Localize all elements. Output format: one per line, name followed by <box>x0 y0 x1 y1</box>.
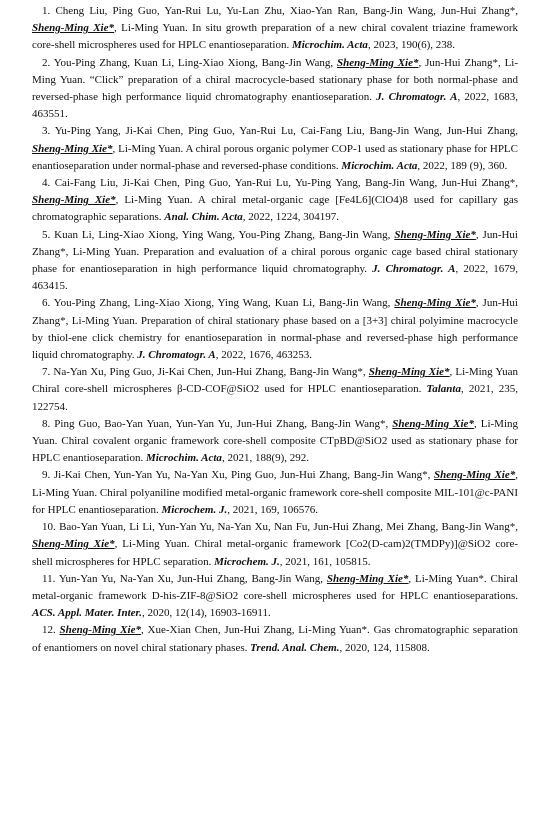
highlighted-author: Sheng-Ming Xie* <box>32 22 114 35</box>
reference-number: 8. <box>42 417 51 430</box>
reference-title: , Li-Ming Yuan*. Chiral metal-organic framework D-his-ZIF-8@SiO2 core-shell microspheres used for HPLC enantioseparations. <box>32 572 519 602</box>
reference-authors: Cai-Fang Liu, Ji-Kai Chen, Ping Guo, Yan-Rui Lu, Yu-Ping Yang, Bang-Jin Wang, Jun-Hui Zhang*, <box>54 177 518 190</box>
reference-authors: Kuan Li, Ling-Xiao Xiong, Ying Wang, You-Ping Zhang, Bang-Jin Wang, <box>54 228 395 241</box>
reference-details: , 2022, 189 (9), 360. <box>417 159 508 172</box>
reference-details: , 2021, 235, 122754. <box>32 383 519 413</box>
reference-number: 7. <box>42 366 51 379</box>
reference-item <box>32 364 518 416</box>
reference-authors: Yun-Yan Yu, Na-Yan Xu, Jun-Hui Zhang, Bang-Jin Wang, <box>58 572 327 585</box>
journal-name: J. Chromatogr. A <box>376 91 458 104</box>
reference-details: , 2023, 190(6), 238. <box>367 39 456 52</box>
journal-name: Microchim. Acta <box>291 39 368 52</box>
reference-title: , Li-Ming Yuan. A chiral porous organic polymer COP-1 used as stationary phase for HPLC enantioseparation under normal-phase and reversed-phase conditions. <box>32 142 518 172</box>
reference-title: , Jun-Hui Zhang*, Li-Ming Yuan. Preparation of chiral stationary phase based on a [3+3] chiral polyimine macrocycle by thiol-ene click chemistry for enantioseparation in normal-phase and reversed-phase high performance liquid chromatography. <box>32 297 518 362</box>
journal-name: Microchem. J. <box>161 503 228 516</box>
highlighted-author: Sheng-Ming Xie* <box>337 56 419 69</box>
reference-item <box>32 467 518 519</box>
reference-item <box>32 175 518 227</box>
reference-list <box>32 3 518 657</box>
highlighted-author: Sheng-Ming Xie* <box>32 194 116 207</box>
reference-number: 12. <box>42 624 56 637</box>
journal-name: Trend. Anal. Chem. <box>250 641 340 654</box>
reference-authors: You-Ping Zhang, Kuan Li, Ling-Xiao Xiong, Bang-Jin Wang, <box>53 56 338 69</box>
reference-authors: You-Ping Zhang, Ling-Xiao Xiong, Ying Wang, Kuan Li, Bang-Jin Wang, <box>53 297 395 310</box>
reference-number: 3. <box>42 125 51 138</box>
reference-details: , 2020, 12(14), 16903-16911. <box>141 607 271 620</box>
reference-details: , 2022, 1676, 463253. <box>215 349 312 362</box>
reference-title: , Xue-Xian Chen, Jun-Hui Zhang, Li-Ming Yuan*. Gas chromatographic separation of enantiomers on novel chiral stationary phases. <box>32 624 518 654</box>
reference-authors: Yu-Ping Yang, Ji-Kai Chen, Ping Guo, Yan-Rui Lu, Cai-Fang Liu, Bang-Jin Wang, Jun-Hui Zhang, <box>54 125 518 138</box>
reference-title: , Jun-Hui Zhang*, Li-Ming Yuan. Preparation and evaluation of a chiral porous organic cage based chiral stationary phase for enantioseparation in high performance liquid chromatography. <box>32 228 518 276</box>
reference-number: 6. <box>42 297 51 310</box>
reference-number: 1. <box>42 5 51 17</box>
journal-name: Microchim. Acta <box>341 159 418 172</box>
reference-details: , 2021, 188(9), 292. <box>221 452 310 465</box>
highlighted-author: Sheng-Ming Xie* <box>59 624 141 637</box>
highlighted-author: Sheng-Ming Xie* <box>326 572 409 585</box>
reference-details: , 2022, 1224, 304197. <box>242 211 339 224</box>
reference-details: , 2021, 169, 106576. <box>227 503 318 516</box>
reference-number: 2. <box>42 56 51 69</box>
highlighted-author: Sheng-Ming Xie* <box>368 366 450 379</box>
reference-item <box>32 622 518 656</box>
reference-authors: Ping Guo, Bao-Yan Yuan, Yun-Yan Yu, Jun-Hui Zhang, Bang-Jin Wang*, <box>54 417 393 430</box>
reference-item <box>32 571 518 623</box>
reference-title: , Li-Ming Yuan. Chiral polyaniline modified metal-organic framework core-shell composite MIL-101@c-PANI for HPLC enantioseparation. <box>32 469 518 516</box>
reference-item <box>32 519 518 571</box>
journal-name: Microchem. J. <box>214 555 280 568</box>
reference-details: , 2022, 1679, 463415. <box>32 263 518 293</box>
journal-name: Anal. Chim. Acta <box>164 211 243 224</box>
highlighted-author: Sheng-Ming Xie* <box>394 228 476 241</box>
reference-number: 5. <box>42 228 51 241</box>
reference-details: , 2020, 124, 115808. <box>339 641 430 654</box>
journal-name: J. Chromatogr. A <box>137 349 216 362</box>
reference-number: 9. <box>42 469 51 482</box>
reference-details: , 2021, 161, 105815. <box>279 555 371 568</box>
reference-number: 10. <box>42 521 56 534</box>
reference-item <box>32 55 518 124</box>
highlighted-author: Sheng-Ming Xie* <box>392 417 474 430</box>
reference-authors: Ji-Kai Chen, Yun-Yan Yu, Na-Yan Xu, Ping Guo, Jun-Hui Zhang, Bang-Jin Wang*, <box>53 469 434 482</box>
reference-title: , Li-Ming Yuan Chiral core-shell microspheres β-CD-COF@SiO2 used for HPLC enantioseparation. <box>32 366 519 396</box>
reference-authors: Bao-Yan Yuan, Li Li, Yun-Yan Yu, Na-Yan Xu, Nan Fu, Jun-Hui Zhang, Mei Zhang, Bang-Jin Wang*, <box>59 521 518 534</box>
highlighted-author: Sheng-Ming Xie* <box>32 538 115 551</box>
journal-name: Talanta <box>426 383 461 396</box>
reference-authors: Cheng Liu, Ping Guo, Yan-Rui Lu, Yu-Lan Zhu, Xiao-Yan Ran, Bang-Jin Wang, Jun-Hui Zhang*, <box>55 5 518 17</box>
reference-item <box>32 3 518 55</box>
reference-title: , Li-Ming Yuan. In situ growth preparation of a new chiral covalent triazine framework core-shell microspheres used for HPLC enantioseparation. <box>32 22 518 52</box>
reference-item <box>32 227 518 296</box>
highlighted-author: Sheng-Ming Xie* <box>394 297 476 310</box>
reference-number: 4. <box>42 177 51 190</box>
reference-title: , Jun-Hui Zhang*, Li-Ming Yuan. “Click” preparation of a chiral macrocycle-based stationary phase for both normal-phase and reversed-phase high performance liquid chromatography enantioseparation. <box>32 56 519 104</box>
highlighted-author: Sheng-Ming Xie* <box>434 469 516 482</box>
reference-details: , 2022, 1683, 463551. <box>32 91 519 121</box>
journal-name: ACS. Appl. Mater. Inter. <box>32 607 142 620</box>
reference-item <box>32 416 518 468</box>
reference-authors: Na-Yan Xu, Ping Guo, Ji-Kai Chen, Jun-Hui Zhang, Bang-Jin Wang*, <box>53 366 369 379</box>
reference-item <box>32 123 518 175</box>
highlighted-author: Sheng-Ming Xie* <box>32 142 113 155</box>
reference-title: , Li-Ming Yuan. Chiral metal-organic framework [Co2(D-cam)2(TMDPy)]@SiO2 core-shell microspheres for HPLC separation. <box>32 538 518 568</box>
reference-number: 11. <box>42 572 56 585</box>
reference-title: , Li-Ming Yuan. A chiral metal-organic cage [Fe4L6](ClO4)8 used for capillary gas chromatographic separations. <box>32 194 518 224</box>
reference-title: , Li-Ming Yuan. Chiral covalent organic framework core-shell composite CTpBD@SiO2 used as stationary phase for HPLC enantioseparation. <box>32 417 519 465</box>
journal-name: Microchim. Acta <box>145 452 222 465</box>
reference-item <box>32 295 518 364</box>
journal-name: J. Chromatogr. A <box>372 263 456 276</box>
